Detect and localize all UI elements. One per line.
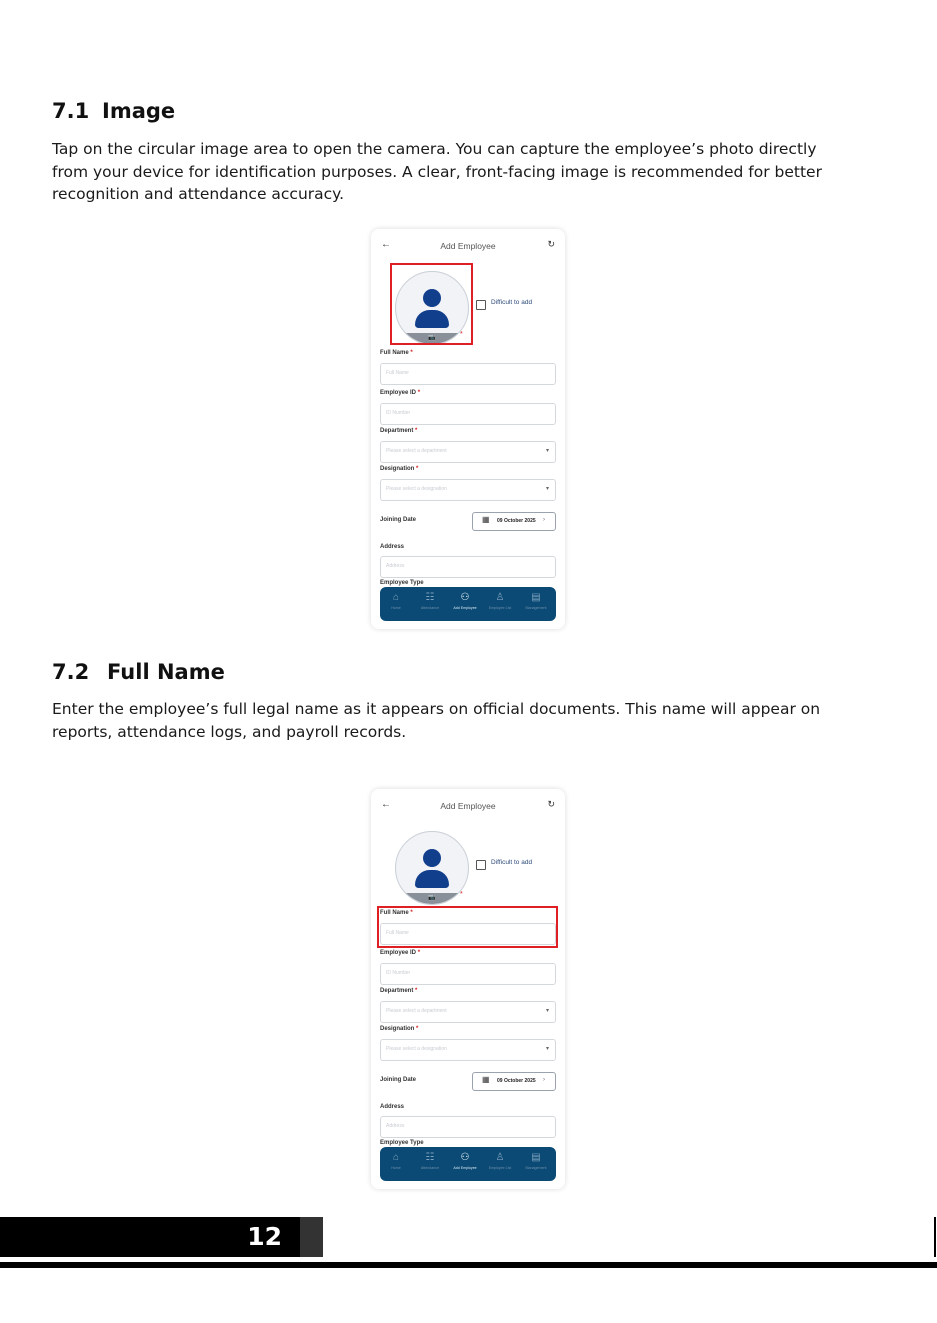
refresh-icon[interactable]: ↻: [547, 799, 555, 809]
settings-list-icon: ▤: [531, 1152, 541, 1163]
full-name-label: Full Name *: [380, 910, 413, 916]
list-icon: ☷: [425, 1152, 435, 1163]
employee-id-label: Employee ID *: [380, 390, 421, 396]
app-header: [371, 799, 565, 815]
home-icon: ⌂: [392, 1152, 400, 1163]
difficult-to-add-label: Difficult to add: [491, 299, 533, 306]
full-name-label: Full Name *: [380, 350, 413, 356]
required-star: *: [460, 891, 463, 898]
footer-accent: [300, 1217, 323, 1257]
settings-list-icon: ▤: [531, 592, 541, 603]
bottom-navigation: [380, 1147, 556, 1181]
nav-employee-list[interactable]: ♙ Employee List: [484, 592, 516, 610]
address-label: Address: [380, 544, 405, 550]
full-name-input[interactable]: Full Name: [380, 363, 556, 385]
back-arrow-icon[interactable]: ←: [381, 799, 391, 810]
joining-date-label: Joining Date: [380, 517, 417, 523]
department-select[interactable]: Please select a department ▾: [380, 1001, 556, 1023]
chevron-down-icon: ▾: [545, 486, 549, 492]
chevron-down-icon: ▾: [545, 1046, 549, 1052]
app-title: Add Employee: [440, 801, 496, 811]
joining-date-label: Joining Date: [380, 1077, 417, 1083]
employee-id-input[interactable]: ID Number: [380, 963, 556, 985]
employee-type-label: Employee Type: [380, 1140, 424, 1146]
nav-add-employee[interactable]: ⚇ Add Employee: [449, 592, 481, 610]
camera-icon: 📷: [396, 893, 468, 904]
designation-select[interactable]: Please select a designation ▾: [380, 1039, 556, 1061]
address-input[interactable]: Address: [380, 556, 556, 578]
back-arrow-icon[interactable]: ←: [381, 239, 391, 250]
department-select[interactable]: Please select a department ▾: [380, 441, 556, 463]
nav-add-employee[interactable]: ⚇ Add Employee: [449, 1152, 481, 1170]
section-heading-image: [52, 99, 175, 123]
person-body-icon: [415, 870, 449, 888]
home-icon: ⌂: [392, 592, 400, 603]
footer-rule: [0, 1262, 937, 1268]
camera-icon: 📷: [396, 333, 468, 344]
section-heading-full-name: [52, 660, 225, 684]
section-title: Image: [102, 99, 176, 123]
difficult-to-add-label: Difficult to add: [491, 859, 533, 866]
footer-edge-mark: [934, 1217, 936, 1257]
nav-management[interactable]: ▤ Management: [520, 1152, 552, 1170]
section-paragraph-full-name: Enter the employee’s full legal name as it appears on official documents. This name will appear on reports, attendance logs, and payroll records.: [52, 700, 821, 741]
employee-id-input[interactable]: ID Number: [380, 403, 556, 425]
chevron-right-icon: ›: [543, 517, 545, 523]
add-user-icon: ⚇: [460, 592, 470, 603]
required-star: *: [460, 331, 463, 338]
chevron-right-icon: ›: [543, 1077, 545, 1083]
section-number: 7.2: [52, 660, 90, 684]
nav-home[interactable]: ⌂ Home: [380, 1152, 412, 1170]
section-number: 7.1: [52, 99, 90, 123]
department-label: Department *: [380, 988, 418, 994]
page-number: 12: [247, 1222, 282, 1251]
app-screenshot-full-name-step: [371, 789, 565, 1189]
address-label: Address: [380, 1104, 405, 1110]
photo-capture-area[interactable]: [395, 831, 469, 905]
designation-label: Designation *: [380, 1026, 419, 1032]
chevron-down-icon: ▾: [545, 448, 549, 454]
calendar-icon: ▦: [482, 515, 490, 524]
highlight-full-name-field: [377, 906, 558, 948]
difficult-to-add-checkbox[interactable]: [476, 860, 486, 870]
section-title: Full Name: [107, 660, 225, 684]
nav-home[interactable]: ⌂ Home: [380, 592, 412, 610]
highlight-photo-area: [390, 263, 473, 345]
section-paragraph-image: Tap on the circular image area to open the camera. You can capture the employee’s photo directly from your device for identification purposes. A clear, front-facing image is recommended for better recognition and attendance accuracy.: [52, 140, 822, 203]
list-icon: ☷: [425, 592, 435, 603]
employee-id-label: Employee ID *: [380, 950, 421, 956]
address-input[interactable]: Address: [380, 1116, 556, 1138]
nav-employee-list[interactable]: ♙ Employee List: [484, 1152, 516, 1170]
chevron-down-icon: ▾: [545, 1008, 549, 1014]
calendar-icon: ▦: [482, 1075, 490, 1084]
nav-attendance[interactable]: ☷ Attendance: [414, 592, 446, 610]
nav-management[interactable]: ▤ Management: [520, 592, 552, 610]
department-label: Department *: [380, 428, 418, 434]
employee-type-label: Employee Type: [380, 580, 424, 586]
user-icon: ♙: [495, 592, 505, 603]
app-title: Add Employee: [440, 241, 496, 251]
app-header: [371, 239, 565, 255]
user-icon: ♙: [495, 1152, 505, 1163]
joining-date-picker[interactable]: ▦ 09 October 2025 ›: [472, 1072, 556, 1091]
designation-select[interactable]: Please select a designation ▾: [380, 479, 556, 501]
person-head-icon: [423, 849, 441, 867]
refresh-icon[interactable]: ↻: [547, 239, 555, 249]
designation-label: Designation *: [380, 466, 419, 472]
nav-attendance[interactable]: ☷ Attendance: [414, 1152, 446, 1170]
add-user-icon: ⚇: [460, 1152, 470, 1163]
bottom-navigation: [380, 587, 556, 621]
difficult-to-add-checkbox[interactable]: [476, 300, 486, 310]
joining-date-picker[interactable]: ▦ 09 October 2025 ›: [472, 512, 556, 531]
full-name-input[interactable]: Full Name: [380, 923, 556, 945]
